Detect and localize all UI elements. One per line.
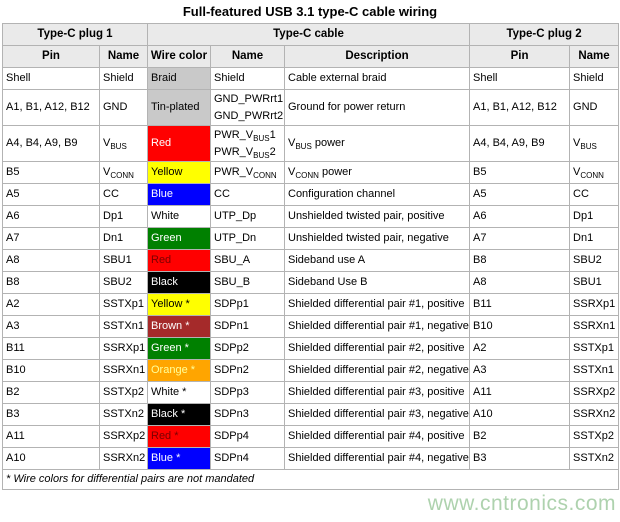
description-cell: $V_{BUS}$ power <box>285 126 470 162</box>
wire-color-cell: White * <box>148 382 211 404</box>
plug1-name-cell: SSTXp2 <box>100 382 148 404</box>
plug1-name-cell: $V_{CONN}$ <box>100 162 148 184</box>
wire-color-cell: Green * <box>148 338 211 360</box>
description-cell: Shielded differential pair #3, positive <box>285 382 470 404</box>
wire-color-cell: Red * <box>148 426 211 448</box>
plug1-pin-cell: Shell <box>3 68 100 90</box>
plug1-name-cell: Dn1 <box>100 228 148 250</box>
plug2-name-cell: SSRXp2 <box>570 382 619 404</box>
cable-name-cell: UTP_Dn <box>211 228 285 250</box>
col-header-cable-name: Name <box>211 46 285 68</box>
plug1-pin-cell: A3 <box>3 316 100 338</box>
plug1-name-cell: CC <box>100 184 148 206</box>
footnote-row <box>3 470 619 490</box>
plug2-name-cell: SSRXp1 <box>570 294 619 316</box>
plug2-name-cell: SSRXn1 <box>570 316 619 338</box>
plug1-pin-cell: A1, B1, A12, B12 <box>3 90 100 126</box>
cable-name-cell: SDPp3 <box>211 382 285 404</box>
plug1-pin-cell: A10 <box>3 448 100 470</box>
plug2-name-cell: Dn1 <box>570 228 619 250</box>
cable-name-cell: SDPn2 <box>211 360 285 382</box>
plug2-name-cell: $V_{BUS}$ <box>570 126 619 162</box>
wire-color-cell: Blue * <box>148 448 211 470</box>
cable-name-cell: Shield <box>211 68 285 90</box>
table-row <box>3 448 619 470</box>
table-body <box>3 68 619 470</box>
description-cell: Unshielded twisted pair, negative <box>285 228 470 250</box>
plug1-name-cell: Dp1 <box>100 206 148 228</box>
description-cell: Cable external braid <box>285 68 470 90</box>
plug2-name-cell: $V_{CONN}$ <box>570 162 619 184</box>
table-row <box>3 294 619 316</box>
plug1-name-cell: SSTXn1 <box>100 316 148 338</box>
plug2-pin-cell: B11 <box>470 294 570 316</box>
plug2-name-cell: Shield <box>570 68 619 90</box>
description-cell: Configuration channel <box>285 184 470 206</box>
plug2-name-cell: GND <box>570 90 619 126</box>
cable-name-cell: SBU_B <box>211 272 285 294</box>
col-header-plug1-pin: Pin <box>3 46 100 68</box>
table-footer <box>3 470 619 490</box>
plug2-name-cell: SSTXp1 <box>570 338 619 360</box>
plug2-pin-cell: A3 <box>470 360 570 382</box>
plug1-pin-cell: A6 <box>3 206 100 228</box>
plug1-name-cell: SSTXn2 <box>100 404 148 426</box>
group-header-plug1: Type-C plug 1 <box>3 24 148 46</box>
plug2-name-cell: SSTXp2 <box>570 426 619 448</box>
table-row <box>3 162 619 184</box>
footnote: * Wire colors for differential pairs are not mandated <box>3 470 619 490</box>
plug1-name-cell: SBU2 <box>100 272 148 294</box>
table-row <box>3 404 619 426</box>
plug2-pin-cell: A5 <box>470 184 570 206</box>
table-row <box>3 68 619 90</box>
plug2-pin-cell: A11 <box>470 382 570 404</box>
table-row <box>3 250 619 272</box>
wire-color-cell: Braid <box>148 68 211 90</box>
plug1-pin-cell: B3 <box>3 404 100 426</box>
plug1-name-cell: SSTXp1 <box>100 294 148 316</box>
plug1-name-cell: SSRXn1 <box>100 360 148 382</box>
description-cell: Shielded differential pair #2, positive <box>285 338 470 360</box>
plug2-pin-cell: B8 <box>470 250 570 272</box>
plug2-pin-cell: A1, B1, A12, B12 <box>470 90 570 126</box>
description-cell: Shielded differential pair #1, positive <box>285 294 470 316</box>
plug2-pin-cell: A10 <box>470 404 570 426</box>
wire-color-cell: Black <box>148 272 211 294</box>
plug2-pin-cell: B10 <box>470 316 570 338</box>
plug2-name-cell: SSRXn2 <box>570 404 619 426</box>
plug2-pin-cell: A8 <box>470 272 570 294</box>
plug1-name-cell: SBU1 <box>100 250 148 272</box>
plug2-name-cell: SBU1 <box>570 272 619 294</box>
plug2-name-cell: CC <box>570 184 619 206</box>
table-row <box>3 426 619 448</box>
table-row <box>3 316 619 338</box>
plug2-pin-cell: B2 <box>470 426 570 448</box>
cable-name-cell: CC <box>211 184 285 206</box>
cable-name-cell: SDPn3 <box>211 404 285 426</box>
description-cell: Shielded differential pair #1, negative <box>285 316 470 338</box>
plug1-name-cell: $V_{BUS}$ <box>100 126 148 162</box>
description-cell: Sideband Use B <box>285 272 470 294</box>
plug2-pin-cell: B5 <box>470 162 570 184</box>
table-row <box>3 90 619 126</box>
cable-name-cell: SDPn4 <box>211 448 285 470</box>
wiring-table <box>2 23 619 490</box>
page-title: Full-featured USB 3.1 type-C cable wiring <box>182 4 438 19</box>
group-header-plug2: Type-C plug 2 <box>470 24 619 46</box>
cable-name-cell: $PWR\_V_{CONN}$ <box>211 162 285 184</box>
wire-color-cell: Green <box>148 228 211 250</box>
col-header-plug1-name: Name <box>100 46 148 68</box>
plug2-name-cell: SSTXn2 <box>570 448 619 470</box>
table-header <box>3 24 619 68</box>
description-cell: Unshielded twisted pair, positive <box>285 206 470 228</box>
plug1-pin-cell: B11 <box>3 338 100 360</box>
plug1-pin-cell: A7 <box>3 228 100 250</box>
description-cell: Shielded differential pair #3, negative <box>285 404 470 426</box>
description-cell: Sideband use A <box>285 250 470 272</box>
cable-name-cell: UTP_Dp <box>211 206 285 228</box>
plug1-pin-cell: A2 <box>3 294 100 316</box>
cable-name-cell: $PWR\_V_{BUS}1$ $PWR\_V_{BUS}2$ <box>211 126 285 162</box>
plug1-pin-cell: A8 <box>3 250 100 272</box>
description-cell: Shielded differential pair #4, negative <box>285 448 470 470</box>
plug1-name-cell: SSRXp2 <box>100 426 148 448</box>
plug1-name-cell: SSRXn2 <box>100 448 148 470</box>
wire-color-cell: White <box>148 206 211 228</box>
table-row <box>3 338 619 360</box>
plug1-pin-cell: B5 <box>3 162 100 184</box>
plug1-pin-cell: B8 <box>3 272 100 294</box>
plug2-name-cell: SSTXn1 <box>570 360 619 382</box>
table-row <box>3 272 619 294</box>
plug1-name-cell: SSRXp1 <box>100 338 148 360</box>
plug1-pin-cell: A11 <box>3 426 100 448</box>
plug1-name-cell: GND <box>100 90 148 126</box>
wire-color-cell: Blue <box>148 184 211 206</box>
description-cell: Shielded differential pair #4, positive <box>285 426 470 448</box>
plug1-name-cell: Shield <box>100 68 148 90</box>
description-cell: $V_{CONN}$ power <box>285 162 470 184</box>
column-header-row <box>3 46 619 68</box>
cable-name-cell: SDPp1 <box>211 294 285 316</box>
cable-name-cell: SDPp4 <box>211 426 285 448</box>
cable-name-cell: SDPn1 <box>211 316 285 338</box>
wire-color-cell: Orange * <box>148 360 211 382</box>
description-cell: Ground for power return <box>285 90 470 126</box>
wire-color-cell: Black * <box>148 404 211 426</box>
cable-name-cell: SDPp2 <box>211 338 285 360</box>
watermark: www.cntronics.com <box>427 492 616 515</box>
table-row <box>3 382 619 404</box>
table-row <box>3 184 619 206</box>
col-header-wire-color: Wire color <box>148 46 211 68</box>
wire-color-cell: Brown * <box>148 316 211 338</box>
group-header-row <box>3 24 619 46</box>
wire-color-cell: Yellow * <box>148 294 211 316</box>
plug1-pin-cell: B10 <box>3 360 100 382</box>
plug2-name-cell: SBU2 <box>570 250 619 272</box>
cable-name-cell: SBU_A <box>211 250 285 272</box>
col-header-description: Description <box>285 46 470 68</box>
description-cell: Shielded differential pair #2, negative <box>285 360 470 382</box>
plug2-pin-cell: Shell <box>470 68 570 90</box>
wire-color-cell: Tin-plated <box>148 90 211 126</box>
plug2-pin-cell: A6 <box>470 206 570 228</box>
col-header-plug2-pin: Pin <box>470 46 570 68</box>
plug2-pin-cell: A2 <box>470 338 570 360</box>
cable-name-cell: GND_PWRrt1 GND_PWRrt2 <box>211 90 285 126</box>
table-row <box>3 126 619 162</box>
col-header-plug2-name: Name <box>570 46 619 68</box>
plug2-pin-cell: A7 <box>470 228 570 250</box>
plug1-pin-cell: A5 <box>3 184 100 206</box>
wire-color-cell: Red <box>148 126 211 162</box>
table-row <box>3 360 619 382</box>
table-row <box>3 206 619 228</box>
group-header-cable: Type-C cable <box>148 24 470 46</box>
plug1-pin-cell: A4, B4, A9, B9 <box>3 126 100 162</box>
table-row <box>3 228 619 250</box>
plug1-pin-cell: B2 <box>3 382 100 404</box>
plug2-pin-cell: A4, B4, A9, B9 <box>470 126 570 162</box>
wire-color-cell: Red <box>148 250 211 272</box>
plug2-pin-cell: B3 <box>470 448 570 470</box>
plug2-name-cell: Dp1 <box>570 206 619 228</box>
wire-color-cell: Yellow <box>148 162 211 184</box>
